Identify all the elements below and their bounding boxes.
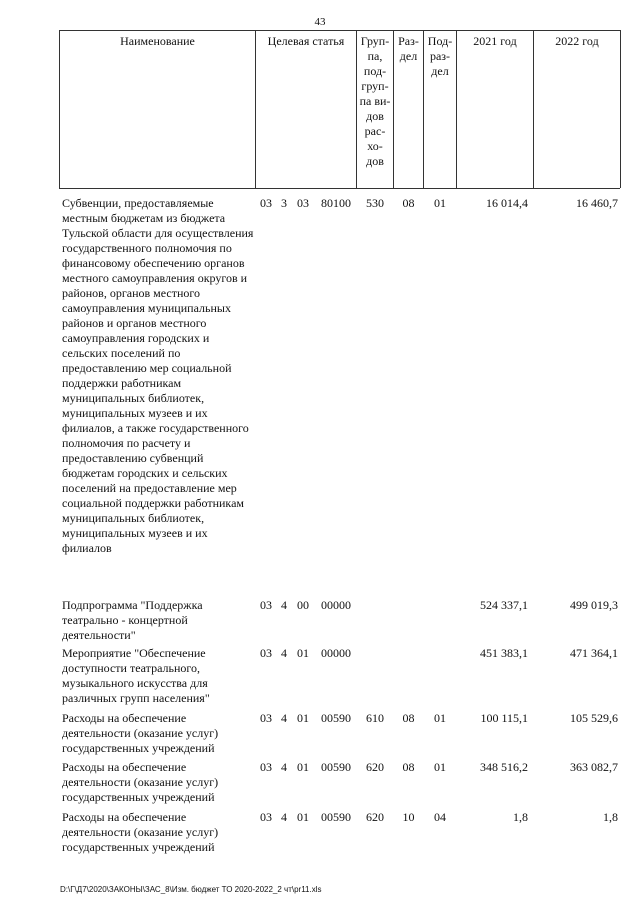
column-header-2021: 2021 год [473, 34, 517, 48]
row-target-event: 01 [297, 646, 309, 660]
row-amount-2021: 348 516,2 [480, 760, 528, 774]
row-target-event: 01 [297, 760, 309, 774]
row-amount-2022: 16 460,7 [576, 196, 618, 210]
row-target-program: 03 [260, 196, 272, 210]
row-subsection: 01 [434, 760, 446, 774]
column-header-name: Наименование [120, 34, 195, 48]
column-header-subsection: Под- раз- дел [427, 34, 453, 78]
row-target-event: 01 [297, 810, 309, 824]
row-target-direction: 00590 [321, 810, 351, 824]
row-target-program: 03 [260, 810, 272, 824]
row-name: Субвенции, предоставляемые местным бюджетам из бюджета Тульской области для осуществления государственного полномочия по финансовому обеспечению органов местного самоуправления округов и районов, органов местного самоуправления муниципальных районов и органов местного самоуправления городских и сельских поселений по предоставлению мер социальной поддержки работникам муниципальных библиотек, муниципальных музеев и их филиалов, а также государственного полномочия по расчету и предоставлению субвенций бюджетам городских и сельских поселений на предоставление мер социальной поддержки работникам муниципальных библиотек, муниципальных музеев и их филиалов [62, 196, 254, 555]
row-amount-2022: 471 364,1 [570, 646, 618, 660]
row-group: 620 [366, 760, 384, 774]
row-target-subprogram: 4 [281, 598, 287, 612]
row-target-program: 03 [260, 646, 272, 660]
row-amount-2021: 100 115,1 [480, 711, 528, 725]
row-amount-2022: 1,8 [603, 810, 618, 824]
footer-file-path: D:\Г\Д7\2020\ЗАКОНЫ\ЗАС_8\Изм. бюджет ТО 2020-2022_2 чт\pr11.xls [60, 885, 322, 894]
row-amount-2021: 16 014,4 [486, 196, 528, 210]
row-target-subprogram: 4 [281, 711, 287, 725]
header-divider [59, 30, 60, 188]
row-target-event: 00 [297, 598, 309, 612]
row-group: 620 [366, 810, 384, 824]
row-amount-2021: 451 383,1 [480, 646, 528, 660]
row-target-direction: 00000 [321, 646, 351, 660]
header-bottom-border [59, 188, 620, 189]
row-target-subprogram: 4 [281, 760, 287, 774]
row-amount-2021: 524 337,1 [480, 598, 528, 612]
row-target-direction: 00590 [321, 760, 351, 774]
row-section: 08 [402, 196, 415, 210]
row-target-subprogram: 4 [281, 810, 287, 824]
row-amount-2022: 363 082,7 [570, 760, 618, 774]
row-amount-2021: 1,8 [513, 810, 528, 824]
row-target-direction: 00000 [321, 598, 351, 612]
header-divider [533, 30, 534, 188]
row-target-event: 03 [297, 196, 309, 210]
row-target-program: 03 [260, 598, 272, 612]
header-divider [255, 30, 256, 188]
row-amount-2022: 105 529,6 [570, 711, 618, 725]
row-section: 08 [402, 711, 415, 725]
row-target-direction: 80100 [321, 196, 351, 210]
column-header-group: Груп- па, под- груп- па ви- дов рас- хо- дов [359, 34, 391, 168]
column-header-section: Раз- дел [398, 34, 419, 63]
column-header-2022: 2022 год [555, 34, 599, 48]
row-name: Расходы на обеспечение деятельности (оказание услуг) государственных учреждений [62, 760, 219, 804]
row-name: Мероприятие "Обеспечение доступности театрального, музыкального искусства для различных групп населения" [62, 646, 210, 705]
row-target-direction: 00590 [321, 711, 351, 725]
row-name: Расходы на обеспечение деятельности (оказание услуг) государственных учреждений [62, 810, 219, 854]
row-group: 530 [366, 196, 384, 210]
row-subsection: 04 [434, 810, 446, 824]
row-amount-2022: 499 019,3 [570, 598, 618, 612]
row-section: 10 [402, 810, 415, 824]
row-subsection: 01 [434, 196, 446, 210]
row-section: 08 [402, 760, 415, 774]
row-target-program: 03 [260, 760, 272, 774]
row-target-event: 01 [297, 711, 309, 725]
header-divider [620, 30, 621, 188]
header-top-border [59, 30, 620, 31]
row-target-subprogram: 3 [281, 196, 287, 210]
page-number: 43 [314, 16, 326, 28]
header-divider [456, 30, 457, 188]
row-target-program: 03 [260, 711, 272, 725]
row-subsection: 01 [434, 711, 446, 725]
row-name: Расходы на обеспечение деятельности (оказание услуг) государственных учреждений [62, 711, 219, 755]
row-name: Подпрограмма "Поддержка театрально - концертной деятельности" [62, 598, 203, 642]
row-group: 610 [366, 711, 384, 725]
row-target-subprogram: 4 [281, 646, 287, 660]
column-header-target: Целевая статья [267, 34, 345, 48]
